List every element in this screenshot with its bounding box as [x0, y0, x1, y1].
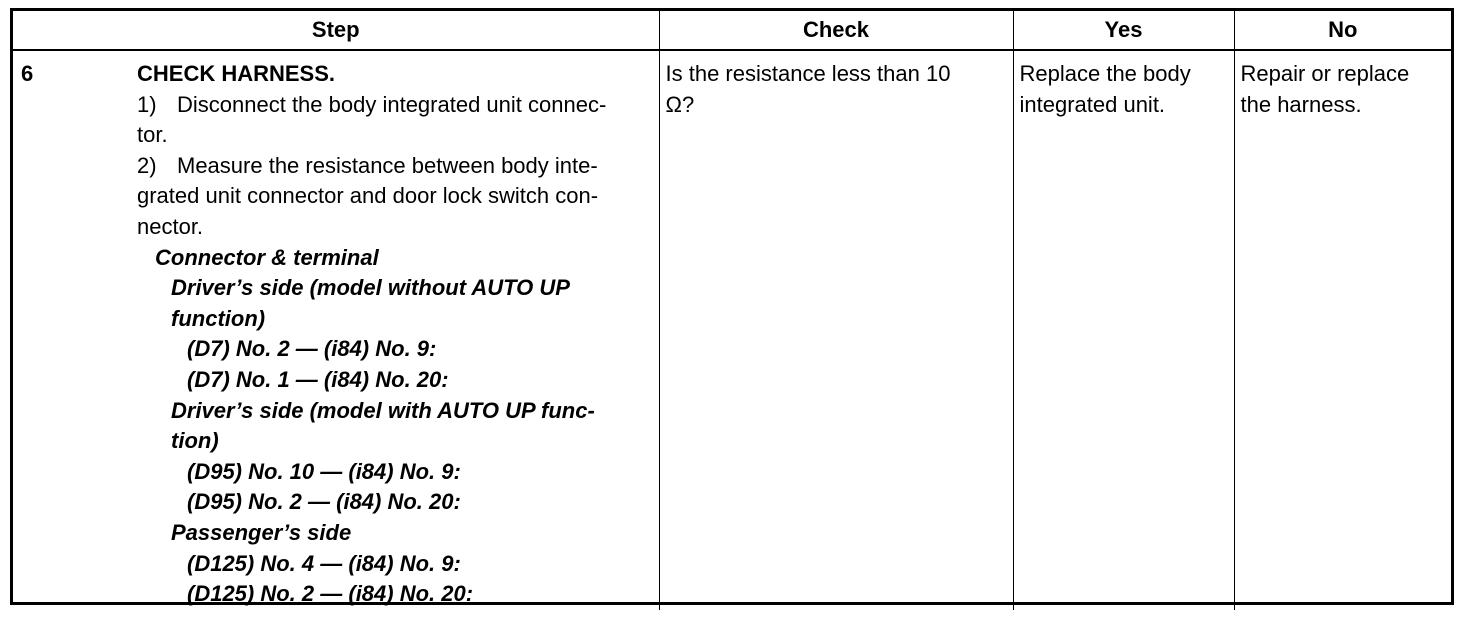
step-item-2: [137, 151, 655, 182]
diagnostic-table-frame: [10, 8, 1454, 605]
driver-side-auto-heading-cont: tion): [171, 428, 219, 454]
step-item-2-text: Measure the resistance between body inte-: [177, 152, 598, 178]
step-title: CHECK HARNESS.: [137, 61, 336, 86]
header-row: [13, 11, 1451, 50]
header-step: Step: [13, 11, 659, 50]
yes-cell: [1013, 50, 1234, 610]
step-item-1: [137, 90, 655, 121]
no-cell: [1234, 50, 1451, 610]
no-text-line: Repair or replace: [1240, 61, 1410, 86]
step-item-2-cont-1: grated unit connector and door lock switch con-: [137, 183, 599, 209]
check-text-line: Ω?: [665, 91, 695, 117]
terminal-pair: (D125) No. 4 — (i84) No. 9:: [187, 550, 461, 576]
connector-terminal-heading: Connector & terminal: [155, 244, 379, 270]
step-item-1-number: 1): [137, 91, 157, 117]
step-item-1-text: Disconnect the body integrated unit connec-: [177, 91, 607, 117]
terminal-pair: (D95) No. 10 — (i84) No. 9:: [187, 458, 461, 484]
yes-text-line: Replace the body: [1019, 61, 1191, 86]
header-yes: Yes: [1013, 11, 1234, 50]
driver-side-no-auto-heading-cont: function): [171, 305, 266, 331]
step-item-2-cont-2: nector.: [137, 213, 204, 239]
header-check: Check: [659, 11, 1013, 50]
step-item-1-cont: tor.: [137, 122, 168, 148]
driver-side-auto-heading: Driver’s side (model with AUTO UP func-: [171, 397, 595, 423]
diagnostic-table: [13, 11, 1451, 610]
passenger-side-heading: Passenger’s side: [171, 519, 352, 545]
terminal-pair: (D7) No. 1 — (i84) No. 20:: [187, 366, 449, 392]
header-no: No: [1234, 11, 1451, 50]
yes-text-line: integrated unit.: [1019, 91, 1166, 117]
table-row: [13, 50, 1451, 610]
terminal-pair: (D125) No. 2 — (i84) No. 20:: [187, 581, 474, 607]
no-text-line: the harness.: [1240, 91, 1362, 117]
step-cell: [13, 50, 659, 610]
check-text-line: Is the resistance less than 10: [665, 61, 951, 86]
terminal-pair: (D95) No. 2 — (i84) No. 20:: [187, 489, 461, 515]
check-cell: [659, 50, 1013, 610]
step-instructions: [137, 51, 659, 610]
step-number: 6: [21, 61, 34, 86]
terminal-pair: (D7) No. 2 — (i84) No. 9:: [187, 336, 437, 362]
step-item-2-number: 2): [137, 152, 157, 178]
driver-side-no-auto-heading: Driver’s side (model without AUTO UP: [171, 275, 570, 301]
